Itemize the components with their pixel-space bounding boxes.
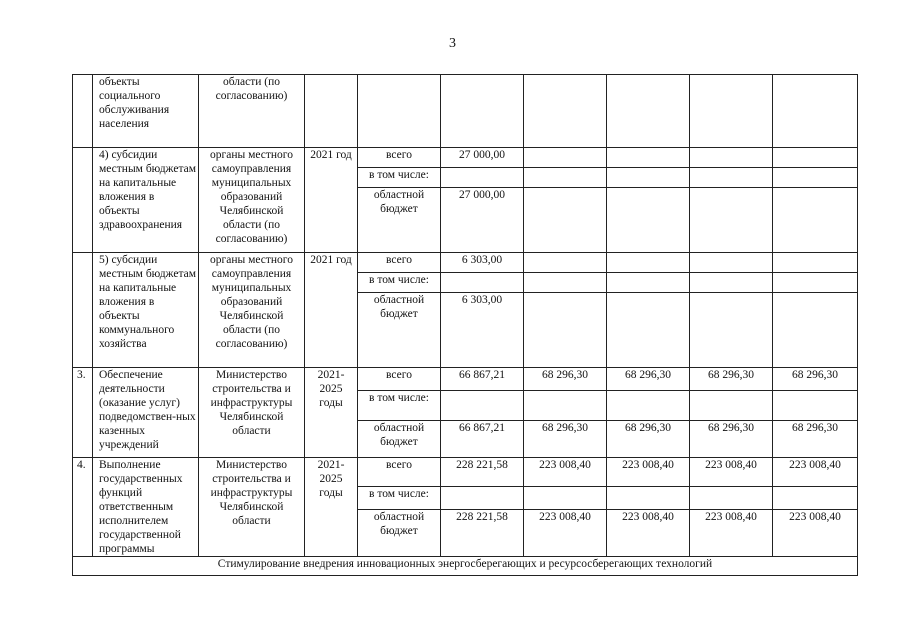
amount-cell: 223 008,40 bbox=[773, 509, 858, 556]
budget-table bbox=[72, 74, 858, 576]
period-cell: 2021 год bbox=[305, 148, 358, 253]
funding-source-cell: областной бюджет bbox=[358, 188, 441, 253]
funding-source-cell: областной бюджет bbox=[358, 509, 441, 556]
page-number: 3 bbox=[449, 36, 456, 51]
amount-cell bbox=[524, 487, 607, 509]
amount-cell bbox=[607, 148, 690, 168]
amount-cell: 223 008,40 bbox=[524, 509, 607, 556]
amount-cell: 68 296,30 bbox=[690, 368, 773, 391]
amount-cell bbox=[773, 75, 858, 148]
section-heading: Стимулирование внедрения инновационных энергосберегающих и ресурсосберегающих технологий bbox=[73, 557, 858, 576]
amount-cell bbox=[524, 391, 607, 421]
amount-cell: 68 296,30 bbox=[607, 421, 690, 458]
amount-cell bbox=[607, 188, 690, 253]
funding-source-cell: в том числе: bbox=[358, 487, 441, 509]
measure-name: Обеспечение деятельности (оказание услуг) подведомствен-ных казенных учреждений bbox=[93, 368, 199, 458]
amount-cell bbox=[441, 487, 524, 509]
amount-cell bbox=[524, 168, 607, 188]
amount-cell bbox=[690, 148, 773, 168]
amount-cell: 228 221,58 bbox=[441, 458, 524, 487]
row-number bbox=[73, 75, 93, 148]
table-row bbox=[73, 253, 858, 273]
measure-name: 5) субсидии местным бюджетам на капитальные вложения в объекты коммунального хозяйства bbox=[93, 253, 199, 368]
amount-cell: 68 296,30 bbox=[773, 421, 858, 458]
amount-cell bbox=[773, 188, 858, 253]
table-row bbox=[73, 368, 858, 391]
period-cell: 2021-2025 годы bbox=[305, 368, 358, 458]
amount-cell bbox=[524, 273, 607, 293]
row-number: 3. bbox=[73, 368, 93, 458]
amount-cell bbox=[690, 75, 773, 148]
amount-cell bbox=[441, 273, 524, 293]
amount-cell bbox=[773, 253, 858, 273]
amount-cell bbox=[773, 148, 858, 168]
amount-cell bbox=[773, 273, 858, 293]
funding-source-cell: областной бюджет bbox=[358, 293, 441, 368]
amount-cell bbox=[690, 391, 773, 421]
amount-cell: 68 296,30 bbox=[524, 368, 607, 391]
amount-cell bbox=[690, 293, 773, 368]
amount-cell bbox=[524, 75, 607, 148]
amount-cell bbox=[441, 391, 524, 421]
amount-cell: 27 000,00 bbox=[441, 148, 524, 168]
amount-cell: 223 008,40 bbox=[690, 458, 773, 487]
funding-source-cell bbox=[358, 75, 441, 148]
section-heading-row bbox=[73, 557, 858, 576]
amount-cell bbox=[690, 188, 773, 253]
amount-cell: 6 303,00 bbox=[441, 253, 524, 273]
funding-source-cell: в том числе: bbox=[358, 391, 441, 421]
row-number bbox=[73, 148, 93, 253]
amount-cell: 27 000,00 bbox=[441, 188, 524, 253]
executor-cell: Министерство строительства и инфраструктуры Челябинской области bbox=[199, 458, 305, 557]
row-number bbox=[73, 253, 93, 368]
amount-cell: 6 303,00 bbox=[441, 293, 524, 368]
executor-cell: органы местного самоуправления муниципальных образований Челябинской области (по согласованию) bbox=[199, 253, 305, 368]
amount-cell bbox=[607, 391, 690, 421]
amount-cell bbox=[690, 168, 773, 188]
amount-cell: 68 296,30 bbox=[773, 368, 858, 391]
amount-cell bbox=[524, 293, 607, 368]
amount-cell bbox=[441, 168, 524, 188]
measure-name: Выполнение государственных функций ответственным исполнителем государственной программы bbox=[93, 458, 199, 557]
funding-source-cell: в том числе: bbox=[358, 168, 441, 188]
table-row bbox=[73, 75, 858, 148]
funding-source-cell: в том числе: bbox=[358, 273, 441, 293]
period-cell: 2021-2025 годы bbox=[305, 458, 358, 557]
row-number: 4. bbox=[73, 458, 93, 557]
amount-cell: 223 008,40 bbox=[773, 458, 858, 487]
amount-cell bbox=[607, 253, 690, 273]
measure-name: 4) субсидии местным бюджетам на капитальные вложения в объекты здравоохранения bbox=[93, 148, 199, 253]
amount-cell: 66 867,21 bbox=[441, 368, 524, 391]
period-cell bbox=[305, 75, 358, 148]
table-body bbox=[73, 75, 858, 576]
amount-cell: 66 867,21 bbox=[441, 421, 524, 458]
amount-cell bbox=[524, 188, 607, 253]
amount-cell bbox=[607, 273, 690, 293]
amount-cell: 223 008,40 bbox=[690, 509, 773, 556]
amount-cell bbox=[690, 487, 773, 509]
amount-cell bbox=[690, 273, 773, 293]
amount-cell bbox=[690, 253, 773, 273]
amount-cell: 68 296,30 bbox=[607, 368, 690, 391]
funding-source-cell: всего bbox=[358, 458, 441, 487]
amount-cell bbox=[607, 168, 690, 188]
amount-cell bbox=[441, 75, 524, 148]
amount-cell: 228 221,58 bbox=[441, 509, 524, 556]
funding-source-cell: всего bbox=[358, 148, 441, 168]
amount-cell bbox=[773, 293, 858, 368]
measure-name: объекты социального обслуживания населения bbox=[93, 75, 199, 148]
amount-cell: 223 008,40 bbox=[607, 458, 690, 487]
funding-source-cell: всего bbox=[358, 253, 441, 273]
amount-cell bbox=[607, 293, 690, 368]
period-cell: 2021 год bbox=[305, 253, 358, 368]
amount-cell bbox=[524, 253, 607, 273]
funding-source-cell: всего bbox=[358, 368, 441, 391]
executor-cell: области (по согласованию) bbox=[199, 75, 305, 148]
amount-cell bbox=[773, 168, 858, 188]
amount-cell bbox=[773, 391, 858, 421]
executor-cell: Министерство строительства и инфраструктуры Челябинской области bbox=[199, 368, 305, 458]
table-row bbox=[73, 148, 858, 168]
executor-cell: органы местного самоуправления муниципальных образований Челябинской области (по согласованию) bbox=[199, 148, 305, 253]
amount-cell: 68 296,30 bbox=[690, 421, 773, 458]
amount-cell bbox=[773, 487, 858, 509]
amount-cell: 223 008,40 bbox=[524, 458, 607, 487]
amount-cell bbox=[607, 487, 690, 509]
table-row bbox=[73, 458, 858, 487]
amount-cell: 223 008,40 bbox=[607, 509, 690, 556]
amount-cell bbox=[524, 148, 607, 168]
funding-source-cell: областной бюджет bbox=[358, 421, 441, 458]
amount-cell bbox=[607, 75, 690, 148]
amount-cell: 68 296,30 bbox=[524, 421, 607, 458]
